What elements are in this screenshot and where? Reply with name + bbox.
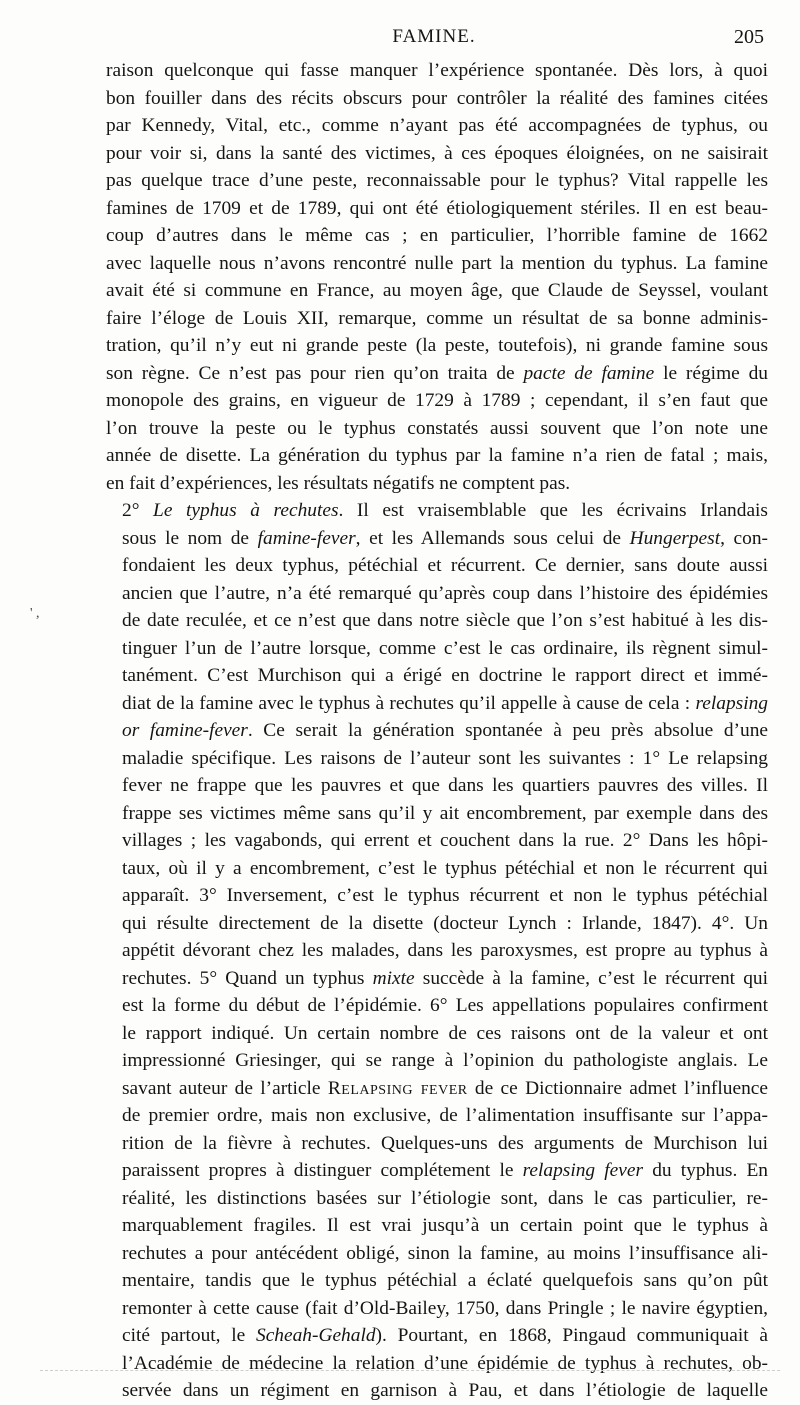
paragraph-2	[106, 497, 768, 1405]
text-line: avait été si commune en France, au moyen âge, que Claude de Seyssel, voulant	[106, 280, 768, 301]
italic-run: mixte	[372, 967, 415, 989]
text-line: de premier ordre, mais non exclusive, de l’alimentation insuffisante sur l’appa-	[122, 1105, 768, 1126]
text-line: appétit dévorant chez les malades, dans les paroxysmes, est propre au typhus à	[122, 940, 768, 961]
text-line: servée dans un régiment en garnison à Pau, et dans l’étiologie de laquelle	[122, 1380, 768, 1401]
text-line	[106, 1157, 768, 1185]
italic-run: famine-fever	[257, 527, 356, 549]
text-line: rition de la fièvre à rechutes. Quelques-uns des arguments de Murchison lui	[122, 1132, 768, 1154]
text-run: rechutes. 5° Quand un typhus	[122, 967, 373, 989]
text-run: diat de la famine avec le typhus à rechutes qu’il appelle à cause de cela :	[122, 692, 696, 714]
header-title: FAMINE.	[392, 26, 476, 47]
text-line: tanément. C’est Murchison qui a érigé en doctrine le rapport direct et immé-	[122, 665, 768, 686]
footer-divider	[40, 1370, 780, 1372]
text-run: du typhus. En	[643, 1160, 768, 1181]
text-line: pas quelque trace d’une peste, reconnaissable pour le typhus? Vital rappelle les	[106, 170, 768, 191]
page-number: 205	[734, 26, 764, 48]
text-line	[106, 1322, 768, 1350]
text-line: de date reculée, et ce n’est que dans notre siècle que l’on s’est habitué à les dis-	[122, 610, 768, 631]
text-run: paraissent propres à distinguer complétement le	[122, 1160, 523, 1181]
text-run: son règne. Ce n’est pas pour rien qu’on traita de	[106, 362, 524, 384]
text-run: sous le nom de	[122, 527, 258, 549]
text-line: remonter à cette cause (fait d’Old-Bailey, 1750, dans Pringle ; le navire égyptien,	[122, 1297, 768, 1319]
text-run: . Ce serait la génération spontanée à peu près absolue d’une	[247, 720, 768, 741]
text-line: fondaient les deux typhus, pétéchial et récurrent. Ce dernier, sans doute aussi	[122, 555, 768, 576]
text-run: le régime du	[654, 362, 768, 384]
text-line: fever ne frappe que les pauvres et que dans les quartiers pauvres des villes. Il	[122, 775, 768, 796]
text-line: raison quelconque qui fasse manquer l’expérience spontanée. Dès lors, à quoi	[106, 60, 768, 81]
text-line: réalité, les distinctions basées sur l’étiologie sont, dans le cas particulier, re-	[122, 1187, 768, 1209]
italic-run: Scheah-Gehald	[256, 1325, 376, 1346]
text-line: maladie spécifique. Les raisons de l’auteur sont les suivantes : 1° Le relapsing	[122, 747, 768, 769]
text-run: , et les Allemands sous celui de	[355, 527, 630, 549]
text-line: tinguer l’un de l’autre lorsque, comme c’est le cas ordinaire, ils règnent simul-	[122, 637, 768, 659]
text-line: ancien que l’autre, n’a été remarqué qu’après coup dans l’histoire des épidémies	[122, 582, 768, 604]
text-line	[106, 690, 768, 718]
text-line	[106, 525, 768, 553]
text-line: villages ; les vagabonds, qui errent et couchent dans la rue. 2° Dans les hôpi-	[122, 830, 768, 851]
text-line: coup d’autres dans le même cas ; en particulier, l’horrible famine de 1662	[106, 225, 768, 246]
text-run: cité partout, le	[122, 1325, 256, 1346]
section-heading: Le typhus à rechutes	[153, 500, 339, 521]
text-line: tration, qu’il n’y eut ni grande peste (la peste, toutefois), ni grande famine sous	[106, 335, 768, 356]
text-line: l’on trouve la peste ou le typhus constatés aussi souvent que l’on note une	[106, 417, 768, 439]
text-run: . Il est vraisemblable que les écrivains Irlandais	[338, 500, 768, 521]
small-caps-run: Relapsing fever	[327, 1077, 468, 1099]
italic-run: Hungerpest	[629, 527, 721, 549]
text-line: l’Académie de médecine la relation d’une épidémie de typhus à rechutes, ob-	[122, 1352, 768, 1374]
text-line: marquablement fragiles. Il est vrai jusqu’à un certain point que le typhus à	[122, 1215, 768, 1236]
text-line: impressionné Griesinger, qui se range à l’opinion du pathologiste anglais. Le	[122, 1050, 768, 1071]
text-line: année de disette. La génération du typhus par la famine n’a rien de fatal ; mais,	[106, 445, 768, 466]
text-line	[106, 965, 768, 993]
text-line: faire l’éloge de Louis XII, remarque, comme un résultat de sa bonne adminis-	[106, 307, 768, 329]
text-line: qui résulte directement de la disette (docteur Lynch : Irlande, 1847). 4°. Un	[122, 912, 768, 934]
text-line: mentaire, tandis que le typhus pétéchial a éclaté quelquefois sans qu’on pût	[122, 1270, 768, 1291]
text-line: le rapport indiqué. Un certain nombre de ces raisons ont de la valeur et ont	[122, 1022, 768, 1044]
italic-run: pacte de famine	[523, 362, 655, 384]
text-line: par Kennedy, Vital, etc., comme n’ayant pas été accompagnées de typhus, ou	[106, 115, 768, 136]
text-run: de ce Dictionnaire admet l’influence	[467, 1077, 768, 1099]
margin-mark: ' ,	[30, 606, 40, 621]
running-header	[100, 26, 768, 52]
text-line: famines de 1709 et de 1789, qui ont été étiologiquement stériles. Il en est beau-	[106, 197, 768, 219]
text-run: ). Pourtant, en 1868, Pingaud communiquait à	[375, 1325, 769, 1346]
text-run: savant auteur de l’article	[122, 1077, 328, 1099]
italic-run: relapsing fever	[522, 1160, 644, 1181]
text-line: frappe ses victimes même sans qu’il y ait encombrement, par exemple dans des	[122, 802, 768, 824]
text-line: taux, où il y a encombrement, c’est le typhus pétéchial et non le récurrent qui	[122, 857, 768, 879]
text-line	[106, 1075, 768, 1103]
text-run: succède à la famine, c’est le récurrent qui	[414, 967, 769, 989]
text-line	[106, 360, 768, 388]
text-line: apparaît. 3° Inversement, c’est le typhus récurrent et non le typhus pétéchial	[122, 885, 768, 906]
text-run: , con-	[720, 527, 768, 549]
text-line: avec laquelle nous n’avons rencontré nulle part la mention du typhus. La famine	[106, 252, 768, 274]
text-line: en fait d’expériences, les résultats négatifs ne comptent pas.	[106, 472, 571, 494]
text-line: rechutes a pour antécédent obligé, sinon la famine, au moins l’insuffisance ali-	[122, 1242, 768, 1264]
text-line	[106, 717, 768, 745]
text-line: pour voir si, dans la santé des victimes, à ces époques éloignées, on ne saisirait	[106, 142, 768, 164]
body-text	[106, 57, 768, 1405]
paragraph-1	[106, 57, 768, 497]
text-line	[106, 497, 768, 525]
italic-run: relapsing	[695, 692, 768, 714]
text-line: bon fouiller dans des récits obscurs pour contrôler la réalité des famines citées	[106, 87, 768, 109]
text-line: monopole des grains, en vigueur de 1729 à 1789 ; cependant, il s’en faut que	[106, 390, 768, 411]
italic-run: or famine-fever	[122, 720, 248, 741]
text-run: 2°	[122, 500, 154, 521]
text-line: est la forme du début de l’épidémie. 6° Les appellations populaires confirment	[122, 995, 768, 1016]
